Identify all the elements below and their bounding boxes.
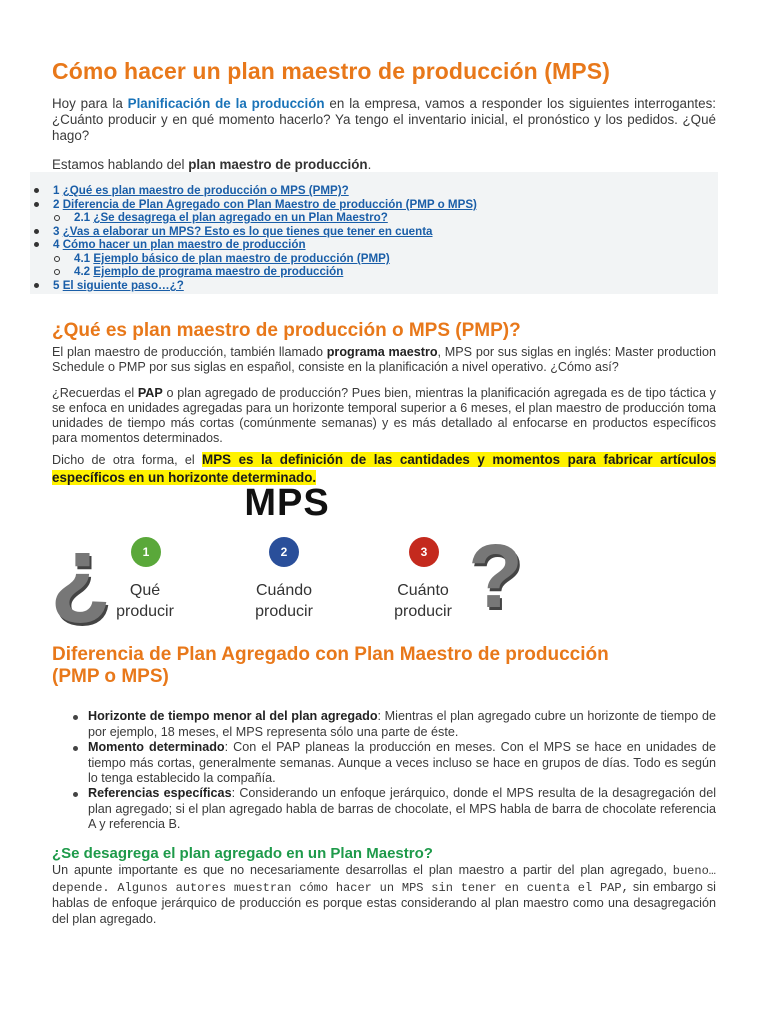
list-item: Referencias específicas: Considerando un enfoque jerárquico, donde el MPS resulta de la desagregación del plan agregado; si el plan agregado habla de barras de chocolate, el MPS habla de barra de chocolate referencia A y referencia B. [88,786,716,831]
bullet-icon [73,715,78,720]
bullet-icon [54,256,60,262]
step-2-caption: Cuándo producir [255,582,313,620]
talking-paragraph: Estamos hablando del plan maestro de producción. [52,157,372,172]
section-heading-mps: ¿Qué es plan maestro de producción o MPS (PMP)? [52,320,521,341]
toc-item[interactable]: 3 ¿Vas a elaborar un MPS? Esto es lo que tienes que tener en cuenta [34,225,433,238]
figure-title: MPS [244,482,330,524]
section-heading-difference: Diferencia de Plan Agregado con Plan Maestro de producción (PMP o MPS) [52,644,609,687]
toc-subitem[interactable]: 4.2 Ejemplo de programa maestro de producción [54,265,343,278]
step-1-circle: 1 [131,537,161,567]
intro-paragraph: Hoy para la Planificación de la producción en la empresa, vamos a responder los siguientes interrogantes: ¿Cuánto producir y en qué momento hacerlo? Ya tengo el inventario inicial, el pronóstico y los pedidos. ¿Qué hago? [52,96,716,143]
bullet-icon [34,188,39,193]
section1-paragraph: El plan maestro de producción, también llamado programa maestro, MPS por sus siglas en inglés: Master production Schedule o PMP por sus siglas en español, consiste en la planificación a nivel operativo. ¿Cómo así? [52,345,716,374]
section-heading-disaggregation: ¿Se desagrega el plan agregado en un Plan Maestro? [52,845,433,862]
step-1-caption: Qué producir [116,582,174,620]
toc-subitem[interactable]: 4.1 Ejemplo básico de plan maestro de producción (PMP) [54,252,390,265]
bullet-icon [73,746,78,751]
bullet-icon [54,269,60,275]
list-item: Horizonte de tiempo menor al del plan agregado: Mientras el plan agregado cubre un horizonte de tiempo de por ejemplo, 18 meses, el MPS representa sólo una parte de éste. [88,709,716,739]
highlighted-definition: MPS es la definición de las cantidades y momentos para fabricar artículos específicos en un horizonte determinado [52,452,716,485]
toc-item[interactable]: 2 Diferencia de Plan Agregado con Plan Maestro de producción (PMP o MPS) [34,198,477,211]
step-2-circle: 2 [269,537,299,567]
toc-item[interactable]: 5 El siguiente paso…¿? [34,279,184,292]
step-3-caption: Cuánto producir [394,582,452,620]
toc-subitem[interactable]: 2.1 ¿Se desagrega el plan agregado en un Plan Maestro? [54,211,388,224]
close-question-icon: ? [468,527,523,627]
toc-item[interactable]: 4 Cómo hacer un plan maestro de producción [34,238,306,251]
bullet-icon [34,202,39,207]
list-item: Momento determinado: Con el PAP planeas la producción en meses. Con el MPS se hace en unidades de tiempo más cortas, generalmente semanas. Aunque a veces incluso se hace en grupos de días. Todo es según lo tenga establecido la compañía. [88,740,716,785]
bullet-icon [34,242,39,247]
section1-definition: Dicho de otra forma, el MPS es la definición de las cantidades y momentos para fabricar artículos específicos en un horizonte determinado. [52,452,716,485]
step-3-circle: 3 [409,537,439,567]
section3-paragraph: Un apunte importante es que no necesariamente desarrollas el plan maestro a partir del plan agregado, bueno… depende. Algunos autores muestran cómo hacer un MPS sin tener en cuenta el PAP, sin embargo si hablas de enfoque jerárquico de producción es porque estas considerando al plan maestro como una desagregación del plan agregado. [52,863,716,926]
table-of-contents [30,172,718,294]
section1-paragraph: ¿Recuerdas el PAP o plan agregado de producción? Pues bien, mientras la planificación agregada es de tipo táctica y se enfoca en unidades agregadas para un horizonte temporal superior a 6 meses, el plan maestro de producción toma unidades de tiempo más cortas (comúnmente semanas) y es más detallado al enfocarse en productos específicos para momentos determinados. [52,386,716,445]
bullet-icon [54,215,60,221]
bullet-icon [34,229,39,234]
open-question-icon: ¿ [50,516,112,628]
bullet-icon [34,283,39,288]
page-title: Cómo hacer un plan maestro de producción (MPS) [52,58,610,84]
toc-item[interactable]: 1 ¿Qué es plan maestro de producción o MPS (PMP)? [34,184,349,197]
bullet-icon [73,792,78,797]
planning-link[interactable]: Planificación de la producción [127,96,325,111]
